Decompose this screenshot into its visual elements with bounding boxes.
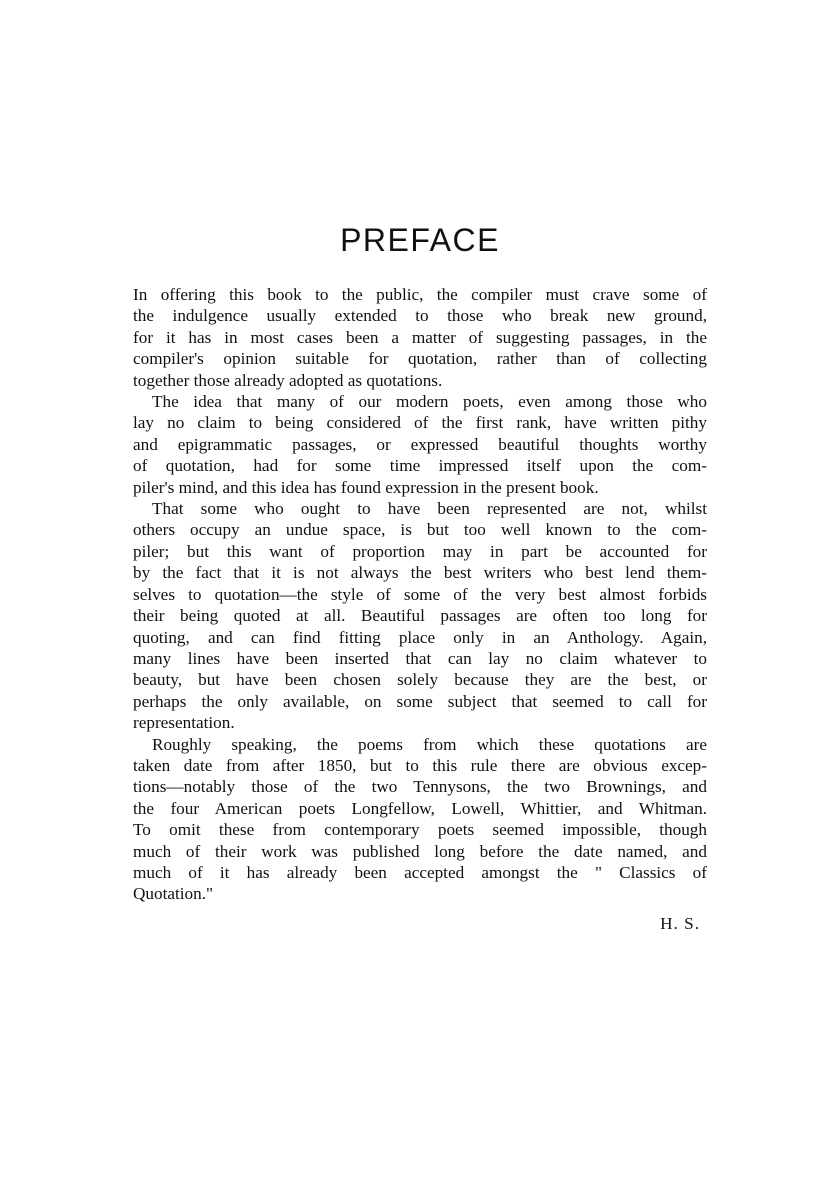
text-line: Quotation."	[133, 884, 214, 904]
text-line: beauty, but have been chosen solely because they are the best, or	[133, 670, 707, 690]
text-line: compiler's opinion suitable for quotation, rather than of collecting	[133, 349, 707, 369]
text-line: the indulgence usually extended to those who break new ground,	[133, 306, 707, 326]
text-line: To omit these from contemporary poets seemed impossible, though	[133, 820, 707, 840]
text-line: the four American poets Longfellow, Lowell, Whittier, and Whitman.	[133, 798, 707, 818]
text-line: representation.	[133, 713, 235, 733]
text-line: Roughly speaking, the poems from which these quotations are	[152, 734, 707, 754]
text-line: many lines have been inserted that can lay no claim whatever to	[133, 648, 707, 668]
text-line: of quotation, had for some time impressed itself upon the com-	[133, 456, 707, 476]
text-line: and epigrammatic passages, or expressed beautiful thoughts worthy	[133, 434, 707, 454]
text-line: much of it has already been accepted amongst the " Classics of	[133, 862, 707, 882]
preface-body	[133, 284, 707, 905]
text-line: In offering this book to the public, the compiler must crave some of	[133, 285, 707, 304]
page-title: PREFACE	[340, 222, 500, 258]
text-line: tions—notably those of the two Tennysons, the two Brownings, and	[133, 777, 707, 797]
text-line: together those already adopted as quotations.	[133, 370, 443, 390]
text-line: others occupy an undue space, is but too well known to the com-	[133, 520, 707, 540]
text-line: piler's mind, and this idea has found expression in the present book.	[133, 477, 599, 497]
text-line: lay no claim to being considered of the first rank, have written pithy	[133, 413, 707, 433]
text-line: That some who ought to have been represented are not, whilst	[152, 499, 707, 519]
text-line: quoting, and can find fitting place only in an Anthology. Again,	[133, 627, 707, 647]
text-line: selves to quotation—the style of some of the very best almost forbids	[133, 584, 707, 604]
text-line: The idea that many of our modern poets, even among those who	[152, 392, 707, 412]
author-signature: H. S.	[660, 914, 700, 933]
text-line: for it has in most cases been a matter of suggesting passages, in the	[133, 327, 707, 347]
text-line: piler; but this want of proportion may in part be accounted for	[133, 541, 707, 561]
text-line: taken date from after 1850, but to this rule there are obvious excep-	[133, 755, 707, 775]
text-line: their being quoted at all. Beautiful passages are often too long for	[133, 606, 707, 626]
text-line: much of their work was published long before the date named, and	[133, 841, 707, 861]
text-line: by the fact that it is not always the best writers who best lend them-	[133, 563, 707, 583]
text-line: perhaps the only available, on some subject that seemed to call for	[133, 691, 707, 711]
